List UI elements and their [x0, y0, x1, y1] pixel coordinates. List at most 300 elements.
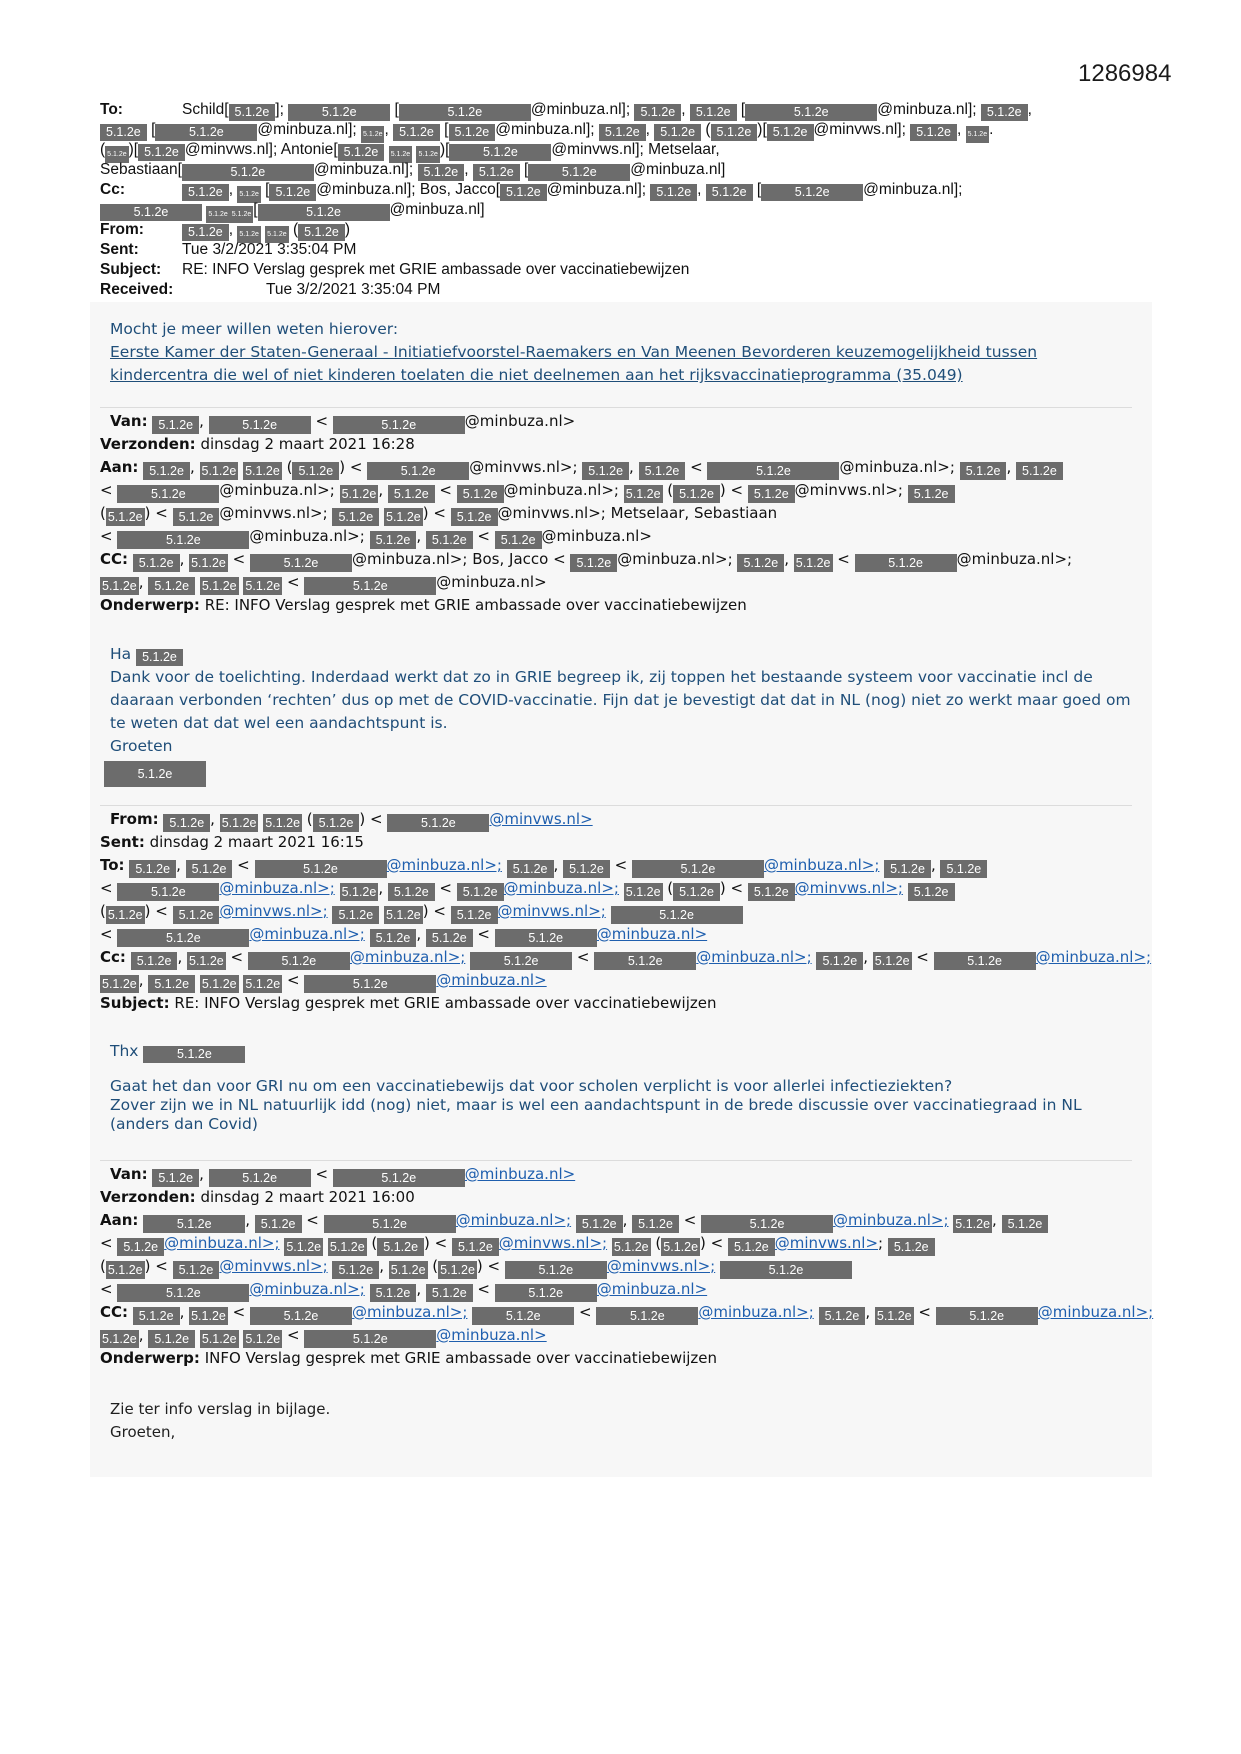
redaction: 5.1.2e — [673, 883, 720, 901]
redaction: 5.1.2e — [639, 462, 686, 480]
domain: @minbuza.nl> — [541, 527, 652, 545]
redaction: 5.1.2e — [255, 1215, 302, 1233]
redaction: 5.1.2e — [237, 186, 260, 203]
van-label: Van: — [110, 1165, 148, 1183]
domain: @minbuza.nl>; — [351, 550, 468, 568]
domain: @minvws.nl>; — [219, 504, 328, 522]
domain: @minbuza.nl>; — [617, 550, 733, 568]
verzonden-value: dinsdag 2 maart 2021 16:28 — [200, 435, 415, 453]
redaction: 5.1.2e — [117, 1238, 164, 1256]
domain-link[interactable]: @minbuza.nl>; — [249, 1280, 365, 1298]
redaction: 5.1.2e — [288, 104, 390, 121]
redaction: 5.1.2e — [388, 485, 435, 503]
redaction: 5.1.2e — [201, 977, 237, 991]
sent-row — [100, 240, 1160, 260]
redaction: 5.1.2e — [117, 485, 219, 503]
domain: @minbuza.nl>; — [956, 550, 1073, 568]
msg3-body — [110, 1398, 330, 1444]
body-line: Zie ter info verslag in bijlage. — [110, 1400, 331, 1418]
to-name: Sebastiaan — [100, 161, 178, 178]
redaction: 5.1.2e — [457, 485, 504, 503]
redaction: 5.1.2e — [286, 1240, 322, 1254]
redaction: 5.1.2e — [625, 487, 661, 501]
redaction: 5.1.2e — [304, 975, 436, 993]
redaction: 5.1.2e — [245, 579, 281, 593]
signoff: Groeten — [110, 737, 173, 755]
redaction: 5.1.2e — [117, 531, 249, 549]
redaction: 5.1.2e — [102, 1332, 137, 1346]
redaction: 5.1.2e — [711, 124, 758, 141]
redaction: 5.1.2e — [960, 462, 1007, 480]
redaction: 5.1.2e — [1016, 462, 1063, 480]
redaction: 5.1.2e — [313, 814, 360, 832]
redaction: 5.1.2e — [148, 975, 195, 993]
redaction: 5.1.2e — [1002, 1215, 1049, 1233]
redaction: 5.1.2e — [576, 1215, 623, 1233]
separator — [100, 1160, 1132, 1161]
redaction: 5.1.2e — [884, 860, 931, 878]
redaction: 5.1.2e — [816, 952, 863, 970]
redaction: 5.1.2e — [426, 929, 473, 947]
redaction: 5.1.2e — [634, 104, 681, 121]
redaction: 5.1.2e — [104, 761, 206, 787]
aan-name: Metselaar, Sebastiaan — [610, 504, 778, 522]
redaction: 5.1.2e — [495, 929, 597, 947]
redaction: 5.1.2e — [117, 929, 249, 947]
subject-value: RE: INFO Verslag gesprek met GRIE ambassade over vaccinatiebewijzen — [182, 261, 690, 278]
msg2-header-2: Sent: dinsdag 2 maart 2021 16:15 To: 5.1.2e , 5.1.2e < 5.1.2e @minbuza.nl>; 5.1.2e , 5.1.2e < 5.1.2e @minbuza.nl>; 5.1.2e , 5.1.2e < 5.1.2e @minbuza.nl>; 5.1.2e , 5.1.2e < 5.1.2e @minbuza.nl>; 5.1.2e ( 5.1.2e ) < 5.1.2e @minvws.nl>; 5.1.2e ( 5.1.2e ) < 5.1.2e @minvws.nl>; 5.1.2e 5.1.2e ) < 5.1.2e @minvws.nl>; 5.1.2e < 5.1.2e @minbuza.nl>; 5.1.2e , 5.1.2e < 5.1.2e @minbuza.nl> Cc: 5.1.2e , 5.1.2e < 5.1.2e @minbuza.nl>; 5.1.2e < 5.1.2e @minbuza.nl>; 5.1.2e , 5.1.2e < 5.1.2e @minbuza.nl>; 5.1.2e , 5.1.2e 5.1.2e 5.1.2e < 5.1.2e @minbuza.nl> Subject: RE: INFO Verslag gesprek met GRIE ambassade over vaccinatiebewijzen — [100, 833, 1152, 1012]
redaction: 5.1.2e — [221, 816, 257, 830]
body-line: te weten dat dat wel een aandachtspunt is. — [110, 714, 448, 732]
redaction: 5.1.2e — [182, 164, 314, 181]
redaction: 5.1.2e — [495, 1284, 597, 1302]
redaction: 5.1.2e — [102, 579, 137, 593]
redaction: 5.1.2e — [292, 462, 339, 480]
redaction: 5.1.2e — [470, 952, 572, 970]
redaction: 5.1.2e — [654, 124, 701, 141]
domain: @minvws.nl] — [813, 121, 902, 138]
redaction: 5.1.2e — [341, 487, 377, 501]
redaction: 5.1.2e — [107, 908, 143, 922]
redaction: 5.1.2e — [399, 104, 531, 121]
redaction: 5.1.2e — [390, 1263, 426, 1277]
redaction: 5.1.2e — [237, 226, 260, 243]
redaction: 5.1.2e — [596, 1307, 698, 1325]
domain-link[interactable]: @minbuza.nl>; — [763, 856, 880, 874]
msg1-header-2: Verzonden: dinsdag 2 maart 2021 16:28 Aan: 5.1.2e , 5.1.2e 5.1.2e ( 5.1.2e ) < 5.1.2e @minvws.nl>; 5.1.2e , 5.1.2e < 5.1.2e @minbuza.nl>; 5.1.2e , 5.1.2e < 5.1.2e @minbuza.nl>; 5.1.2e , 5.1.2e < 5.1.2e @minbuza.nl>; 5.1.2e ( 5.1.2e ) < 5.1.2e @minvws.nl>; 5.1.2e ( 5.1.2e ) < 5.1.2e @minvws.nl>; 5.1.2e 5.1.2e ) < 5.1.2e @minvws.nl>; Metselaar, Sebastiaan < 5.1.2e @minbuza.nl>; 5.1.2e , 5.1.2e < 5.1.2e @minbuza.nl> CC: 5.1.2e , 5.1.2e < 5.1.2e @minbuza.nl>; Bos, Jacco < 5.1.2e @minbuza.nl>; 5.1.2e , 5.1.2e < 5.1.2e @minbuza.nl>; 5.1.2e , 5.1.2e 5.1.2e 5.1.2e < 5.1.2e @minbuza.nl> Onderwerp: RE: INFO Verslag gesprek met GRIE ambassade over vaccinatiebewijzen — [100, 435, 1073, 614]
redaction: 5.1.2e — [570, 554, 617, 572]
redaction: 5.1.2e — [152, 416, 199, 434]
msg3-header-2: Verzonden: dinsdag 2 maart 2021 16:00 Aan: 5.1.2e , 5.1.2e < 5.1.2e @minbuza.nl>; 5.1.2e , 5.1.2e < 5.1.2e @minbuza.nl>; 5.1.2e , 5.1.2e < 5.1.2e @minbuza.nl>; 5.1.2e 5.1.2e ( 5.1.2e ) < 5.1.2e @minvws.nl>; 5.1.2e ( 5.1.2e ) < 5.1.2e @minvws.nl>; 5.1.2e ( 5.1.2e ) < 5.1.2e @minvws.nl>; 5.1.2e , 5.1.2e ( 5.1.2e ) < 5.1.2e @minvws.nl>; 5.1.2e < 5.1.2e @minbuza.nl>; 5.1.2e , 5.1.2e < 5.1.2e @minbuza.nl> CC: 5.1.2e , 5.1.2e < 5.1.2e @minbuza.nl>; 5.1.2e < 5.1.2e @minbuza.nl>; 5.1.2e , 5.1.2e < 5.1.2e @minbuza.nl>; 5.1.2e , 5.1.2e 5.1.2e 5.1.2e < 5.1.2e @minbuza.nl> Onderwerp: INFO Verslag gesprek met GRIE ambassade over vaccinatiebewijzen — [100, 1188, 1154, 1367]
redaction: 5.1.2e — [981, 104, 1028, 121]
domain-link[interactable]: @minbuza.nl> — [596, 925, 708, 943]
redaction: 5.1.2e — [472, 1307, 574, 1325]
redaction: 5.1.2e — [795, 556, 831, 570]
received-value: Tue 3/2/2021 3:35:04 PM — [266, 281, 441, 298]
domain: @minvws.nl>; — [469, 458, 578, 476]
redaction: 5.1.2e — [206, 206, 229, 223]
redaction: 5.1.2e — [107, 1263, 143, 1277]
outer-email-header — [100, 100, 1160, 300]
onderwerp-value: INFO Verslag gesprek met GRIE ambassade over vaccinatiebewijzen — [204, 1349, 718, 1367]
msg2-header: From: 5.1.2e , 5.1.2e 5.1.2e ( 5.1.2e ) < 5.1.2e @minvws.nl> — [110, 810, 593, 830]
subject-value: RE: INFO Verslag gesprek met GRIE ambassade over vaccinatiebewijzen — [174, 994, 717, 1012]
sent-value: Tue 3/2/2021 3:35:04 PM — [182, 241, 357, 258]
to-name: Antonie — [280, 141, 334, 158]
redaction: 5.1.2e — [393, 124, 440, 141]
redaction: 5.1.2e — [388, 883, 435, 901]
redaction: 5.1.2e — [650, 184, 697, 201]
redaction: 5.1.2e — [245, 1332, 281, 1346]
to-name: Schild — [182, 101, 225, 118]
redaction: 5.1.2e — [599, 124, 646, 141]
redaction: 5.1.2e — [874, 954, 910, 968]
redaction: 5.1.2e — [163, 814, 210, 832]
redaction: 5.1.2e — [748, 883, 795, 901]
redaction: 5.1.2e — [908, 883, 955, 901]
redaction: 5.1.2e — [201, 1332, 237, 1346]
domain: @minbuza.nl] — [495, 121, 591, 138]
redaction: 5.1.2e — [117, 883, 219, 901]
cc-label: Cc: — [100, 948, 126, 966]
redaction: 5.1.2e — [182, 184, 229, 201]
domain-link[interactable]: @minvws.nl>; — [794, 879, 903, 897]
body-line: (anders dan Covid) — [110, 1115, 258, 1133]
redaction: 5.1.2e — [201, 579, 237, 593]
redaction: 5.1.2e — [611, 906, 743, 924]
body-line: Zover zijn we in NL natuurlijk idd (nog) niet, maar is wel een aandachtspunt in de brede discussie over vaccinatiegraad in NL — [110, 1096, 1082, 1114]
reference-link-line2[interactable]: kindercentra die wel of niet kinderen toelaten die niet deelnemen aan het rijksvaccinatieprogramma (35.049) — [110, 366, 963, 384]
redaction: 5.1.2e — [182, 224, 229, 241]
redaction: 5.1.2e — [148, 577, 195, 595]
redaction: 5.1.2e — [248, 952, 350, 970]
redaction: 5.1.2e — [191, 556, 226, 570]
redaction: 5.1.2e — [191, 1309, 226, 1323]
domain: @minbuza.nl] — [389, 201, 485, 218]
domain-link[interactable]: @minbuza.nl>; — [351, 1303, 468, 1321]
cc-row: Cc: 5.1.2e , 5.1.2e [ 5.1.2e @minbuza.nl]; Bos, Jacco[ 5.1.2e @minbuza.nl]; 5.1.2e , 5.1.2e [ 5.1.2e @minbuza.nl]; — [100, 180, 1160, 200]
subject-label: Subject: — [100, 994, 170, 1012]
aan-label: Aan: — [100, 458, 139, 476]
domain-link[interactable]: @minbuza.nl> — [436, 1326, 547, 1344]
redaction: 5.1.2e — [594, 952, 696, 970]
msg2-body — [110, 1040, 1082, 1134]
domain: @minbuza.nl] — [877, 101, 973, 118]
domain-link[interactable]: @minvws.nl>; — [497, 902, 606, 920]
to-row: To: Schild[ 5.1.2e ]; 5.1.2e [ 5.1.2e @minbuza.nl]; 5.1.2e , 5.1.2e [ 5.1.2e @minbuza.nl]; 5.1.2e , — [100, 101, 1032, 119]
redaction: 5.1.2e — [934, 952, 1036, 970]
redaction: 5.1.2e — [449, 144, 551, 161]
domain-link[interactable]: @minvws.nl>; — [219, 902, 328, 920]
domain: @minvws.nl] — [184, 141, 273, 158]
redaction: 5.1.2e — [449, 124, 496, 141]
redaction: 5.1.2e — [500, 184, 547, 201]
domain-link[interactable]: @minbuza.nl>; — [349, 948, 466, 966]
domain-link[interactable]: @minbuza.nl> — [596, 1280, 708, 1298]
from-row: From: 5.1.2e , 5.1.2e 5.1.2e ( 5.1.2e ) — [100, 220, 1160, 240]
redaction: 5.1.2e — [117, 1284, 249, 1302]
redaction: 5.1.2e — [940, 860, 987, 878]
redaction: 5.1.2e — [105, 146, 128, 163]
body-line: daaraan verbonden ‘rechten’ dus op met de COVID-vaccinatie. Fijn dat je bevestigt dat dat in NL (nog) niet zo werkt maar goed om — [110, 691, 1131, 709]
redaction: 5.1.2e — [767, 124, 814, 141]
intro-block — [110, 318, 1037, 387]
redaction: 5.1.2e — [189, 954, 224, 968]
msg3-header: Van: 5.1.2e , 5.1.2e < 5.1.2e @minbuza.nl> — [110, 1165, 576, 1185]
redaction: 5.1.2e — [186, 860, 233, 878]
redaction: 5.1.2e — [152, 1169, 199, 1187]
msg1-body — [110, 643, 1131, 787]
redaction: 5.1.2e — [582, 462, 629, 480]
redaction: 5.1.2e — [389, 146, 412, 163]
greeting: Ha — [110, 645, 132, 663]
domain-link[interactable]: @minbuza.nl>; — [249, 925, 365, 943]
redaction: 5.1.2e — [745, 104, 877, 121]
domain-link[interactable]: @minvws.nl> — [489, 810, 593, 828]
redaction: 5.1.2e — [131, 952, 178, 970]
domain-link[interactable]: @minvws.nl>; — [219, 1257, 328, 1275]
redaction: 5.1.2e — [690, 104, 737, 121]
to-row-4: Sebastiaan[ 5.1.2e @minbuza.nl]; 5.1.2e , 5.1.2e [ 5.1.2e @minbuza.nl] — [100, 161, 726, 179]
domain-link[interactable]: @minbuza.nl>; — [386, 856, 502, 874]
redaction: 5.1.2e — [143, 1046, 245, 1063]
redaction: 5.1.2e — [418, 164, 465, 181]
domain: @minbuza.nl> — [464, 412, 576, 430]
from-label: From: — [110, 810, 159, 828]
redaction: 5.1.2e — [107, 510, 143, 524]
redaction: 5.1.2e — [457, 883, 504, 901]
domain: @minbuza.nl] — [257, 121, 353, 138]
body-line: Dank voor de toelichting. Inderdaad werkt dat zo in GRIE begreep ik, zij toppen het bestaande systeem voor vaccinatie incl de — [110, 668, 1093, 686]
redaction: 5.1.2e — [416, 146, 439, 163]
domain-link[interactable]: @minbuza.nl> — [436, 971, 547, 989]
redaction: 5.1.2e — [143, 1215, 245, 1233]
redaction: 5.1.2e — [613, 1240, 649, 1254]
van-label: Van: — [110, 412, 148, 430]
redaction: 5.1.2e — [370, 1284, 417, 1302]
to-label: To: — [100, 856, 125, 874]
redaction: 5.1.2e — [728, 1238, 775, 1256]
redaction: 5.1.2e — [387, 814, 489, 832]
redaction: 5.1.2e — [505, 1261, 607, 1279]
intro-text: Mocht je meer willen weten hierover: — [110, 320, 399, 338]
aan-label: Aan: — [100, 1211, 139, 1229]
redaction: 5.1.2e — [367, 462, 469, 480]
redaction: 5.1.2e — [663, 1240, 699, 1254]
redaction: 5.1.2e — [632, 860, 764, 878]
redaction: 5.1.2e — [332, 1261, 379, 1279]
separator — [100, 407, 1132, 408]
redaction: 5.1.2e — [298, 224, 345, 241]
domain-link[interactable]: @minbuza.nl>; — [455, 1211, 572, 1229]
redaction: 5.1.2e — [138, 144, 185, 161]
redaction: 5.1.2e — [361, 126, 384, 143]
redaction: 5.1.2e — [255, 860, 387, 878]
redaction: 5.1.2e — [451, 906, 498, 924]
sent-label: Sent: — [100, 241, 139, 258]
redaction: 5.1.2e — [133, 554, 180, 572]
domain: @minbuza.nl] — [316, 181, 412, 198]
domain-link[interactable]: @minbuza.nl> — [464, 1165, 576, 1183]
domain-link[interactable]: @minvws.nl> — [774, 1234, 879, 1252]
redaction: 5.1.2e — [136, 649, 183, 666]
redaction: 5.1.2e — [673, 485, 720, 503]
redaction: 5.1.2e — [209, 416, 311, 434]
body-line: Groeten, — [110, 1423, 176, 1441]
redaction: 5.1.2e — [133, 1307, 180, 1325]
to-row-3: ( 5.1.2e )[ 5.1.2e @minvws.nl]; Antonie[ 5.1.2e 5.1.2e 5.1.2e )[ 5.1.2e @minvws.nl]; Metselaar, — [100, 140, 1160, 160]
domain-link[interactable]: @minbuza.nl>; — [1037, 1303, 1154, 1321]
domain-link[interactable]: @minbuza.nl>; — [696, 948, 812, 966]
redaction: 5.1.2e — [229, 104, 276, 121]
from-label: From: — [100, 221, 144, 238]
sent-value: dinsdag 2 maart 2021 16:15 — [149, 833, 364, 851]
redaction: 5.1.2e — [876, 1309, 912, 1323]
to-row-2: 5.1.2e [ 5.1.2e @minbuza.nl]; 5.1.2e , 5.1.2e [ 5.1.2e @minbuza.nl]; 5.1.2e , 5.1.2e ( 5.1.2e )[ 5.1.2e @minvws.nl]; 5.1.2e , 5.1.2e . — [100, 120, 1160, 140]
redaction: 5.1.2e — [265, 816, 301, 830]
verzonden-label: Verzonden: — [100, 435, 196, 453]
document-number: 1286984 — [1078, 60, 1172, 87]
redaction: 5.1.2e — [230, 206, 253, 223]
redaction: 5.1.2e — [707, 462, 839, 480]
domain-link[interactable]: @minbuza.nl>; — [833, 1211, 949, 1229]
domain: @minbuza.nl>; — [839, 458, 955, 476]
redaction: 5.1.2e — [129, 860, 176, 878]
redaction: 5.1.2e — [440, 1263, 475, 1277]
redaction: 5.1.2e — [250, 554, 352, 572]
domain-link[interactable]: @minvws.nl>; — [606, 1257, 716, 1275]
redaction: 5.1.2e — [966, 126, 989, 143]
redaction: 5.1.2e — [333, 1169, 465, 1187]
domain-link[interactable]: @minbuza.nl>; — [219, 879, 335, 897]
redaction: 5.1.2e — [819, 1307, 866, 1325]
redaction: 5.1.2e — [304, 1330, 436, 1348]
redaction: 5.1.2e — [632, 1215, 679, 1233]
redaction: 5.1.2e — [333, 416, 465, 434]
domain: @minbuza.nl>; — [503, 481, 619, 499]
domain-link[interactable]: @minbuza.nl>; — [164, 1234, 280, 1252]
redaction: 5.1.2e — [265, 226, 288, 243]
redaction: 5.1.2e — [701, 1215, 833, 1233]
redaction: 5.1.2e — [528, 164, 630, 181]
domain: @minbuza.nl] — [546, 181, 642, 198]
redaction: 5.1.2e — [955, 1217, 991, 1231]
redaction: 5.1.2e — [452, 1238, 499, 1256]
domain: @minbuza.nl>; — [219, 481, 335, 499]
redaction: 5.1.2e — [245, 977, 281, 991]
domain: @minbuza.nl] — [630, 161, 726, 178]
separator — [100, 805, 1132, 806]
cc-name: Bos, Jacco — [472, 550, 549, 568]
to-label: To: — [100, 101, 123, 118]
redaction: 5.1.2e — [377, 1238, 424, 1256]
redaction: 5.1.2e — [148, 1330, 195, 1348]
body-line: Gaat het dan voor GRI nu om een vaccinatiebewijs dat voor scholen verplicht is voor allerlei infectieziekten? — [110, 1077, 953, 1095]
redaction: 5.1.2e — [341, 885, 377, 899]
redaction: 5.1.2e — [386, 510, 421, 524]
domain: @minvws.nl>; — [497, 504, 606, 522]
redaction: 5.1.2e — [269, 184, 316, 201]
redaction: 5.1.2e — [324, 1215, 456, 1233]
domain-link[interactable]: @minbuza.nl>; — [1035, 948, 1152, 966]
redaction: 5.1.2e — [426, 531, 473, 549]
cc-label: CC: — [100, 550, 129, 568]
reference-link[interactable]: Eerste Kamer der Staten-Generaal - Initiatiefvoorstel-Raemakers en Van Meenen Bevorderen keuzemogelijkheid tussen — [110, 343, 1038, 361]
subject-row — [100, 260, 1160, 280]
redaction: 5.1.2e — [706, 184, 753, 201]
onderwerp-value: RE: INFO Verslag gesprek met GRIE ambassade over vaccinatiebewijzen — [204, 596, 747, 614]
verzonden-value: dinsdag 2 maart 2021 16:00 — [200, 1188, 415, 1206]
redaction: 5.1.2e — [100, 204, 202, 221]
received-label: Received: — [100, 281, 174, 298]
domain-link[interactable]: @minvws.nl>; — [498, 1234, 608, 1252]
redaction: 5.1.2e — [888, 1238, 935, 1256]
thx: Thx — [110, 1042, 139, 1060]
domain: @minbuza.nl] — [313, 161, 409, 178]
redaction: 5.1.2e — [761, 184, 863, 201]
redaction: 5.1.2e — [908, 485, 955, 503]
redaction: 5.1.2e — [910, 124, 957, 141]
received-row — [100, 280, 1160, 300]
sent-label: Sent: — [100, 833, 145, 851]
verzonden-label: Verzonden: — [100, 1188, 196, 1206]
redaction: 5.1.2e — [173, 906, 220, 924]
domain: @minbuza.nl] — [863, 181, 959, 198]
redaction: 5.1.2e — [102, 977, 137, 991]
redaction: 5.1.2e — [855, 554, 957, 572]
redaction: 5.1.2e — [426, 1284, 473, 1302]
redaction: 5.1.2e — [936, 1307, 1038, 1325]
redaction: 5.1.2e — [625, 885, 661, 899]
redaction: 5.1.2e — [748, 485, 795, 503]
redaction: 5.1.2e — [332, 508, 379, 526]
cc-label: CC: — [100, 1303, 129, 1321]
redaction: 5.1.2e — [304, 577, 436, 595]
redaction: 5.1.2e — [209, 1169, 311, 1187]
redaction: 5.1.2e — [332, 906, 379, 924]
redaction: 5.1.2e — [507, 860, 554, 878]
redaction: 5.1.2e — [737, 554, 784, 572]
domain: @minvws.nl>; — [794, 481, 903, 499]
redaction: 5.1.2e — [720, 1261, 852, 1279]
redaction: 5.1.2e — [563, 860, 610, 878]
redaction: 5.1.2e — [258, 204, 390, 221]
redaction: 5.1.2e — [155, 124, 257, 141]
domain: @minbuza.nl] — [530, 101, 626, 118]
redaction: 5.1.2e — [245, 464, 280, 478]
to-name: Metselaar, — [648, 141, 720, 158]
redaction: 5.1.2e — [473, 164, 520, 181]
redaction: 5.1.2e — [338, 144, 385, 161]
cc-name: Bos, Jacco — [419, 181, 496, 198]
redaction: 5.1.2e — [386, 908, 421, 922]
domain: @minbuza.nl> — [436, 573, 547, 591]
redaction: 5.1.2e — [329, 1240, 365, 1254]
redaction: 5.1.2e — [143, 462, 190, 480]
domain: @minbuza.nl>; — [249, 527, 365, 545]
redaction: 5.1.2e — [173, 1261, 220, 1279]
redaction: 5.1.2e — [201, 464, 237, 478]
cc-label: Cc: — [100, 181, 125, 198]
domain-link[interactable]: @minbuza.nl>; — [698, 1303, 814, 1321]
onderwerp-label: Onderwerp: — [100, 596, 200, 614]
domain: @minvws.nl] — [551, 141, 640, 158]
cc-row-2: 5.1.2e 5.1.2e 5.1.2e [ 5.1.2e @minbuza.nl] — [100, 200, 1160, 220]
domain-link[interactable]: @minbuza.nl>; — [503, 879, 619, 897]
redaction: 5.1.2e — [451, 508, 498, 526]
msg1-header: Van: 5.1.2e , 5.1.2e < 5.1.2e @minbuza.nl> — [110, 412, 576, 432]
redaction: 5.1.2e — [370, 531, 417, 549]
